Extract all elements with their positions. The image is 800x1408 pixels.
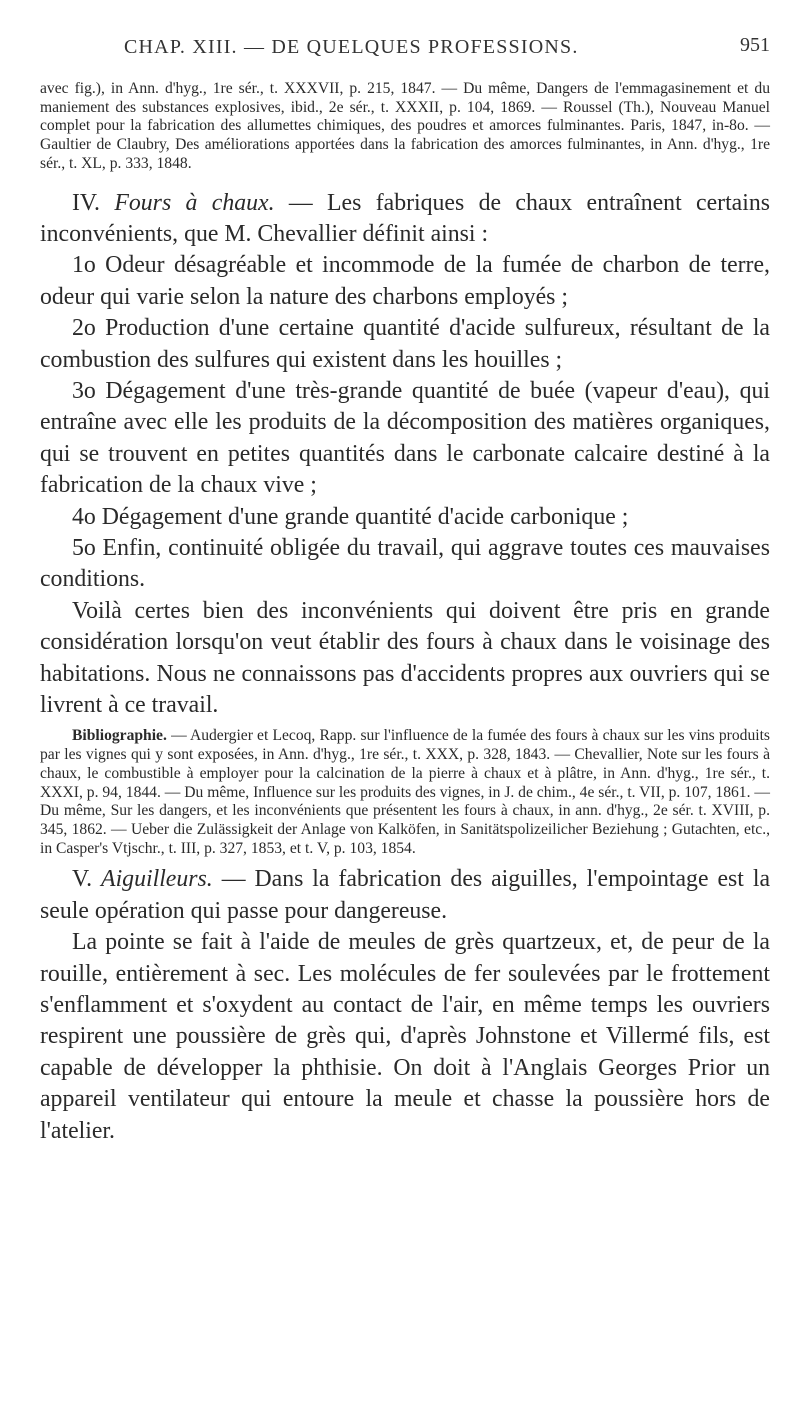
section-v-number: V. xyxy=(72,866,93,893)
section-v-title: Aiguilleurs. xyxy=(101,866,213,893)
section-iv-title: Fours à chaux. xyxy=(114,189,275,216)
section-v-paragraph: La pointe se fait à l'aide de meules de grès quartzeux, et, de peur de la rouille, entièrement à sec. Les molécules de fer soulevées par le frottement s'enflamment et s'oxydent au contact de l'air, en même temps les ouvriers respirent une poussière de grès qui, d'après Johnstone et Villermé fils, est capable de développer la phthisie. On doit à l'Anglais Georges Prior un appareil ventilateur qui entoure la meule et chasse la poussière hors de l'atelier. xyxy=(40,929,770,1144)
section-iv-intro-text: — Les fabriques de chaux entraînent certains inconvénients, que M. Chevallier définit ainsi : xyxy=(40,189,771,247)
section-iv-number: IV. xyxy=(72,189,100,216)
list-item: 4o Dégagement d'une grande quantité d'acide carbonique ; xyxy=(72,503,629,530)
bibliography xyxy=(40,727,770,858)
list-item: 3o Dégagement d'une très-grande quantité de buée (vapeur d'eau), qui entraîne avec elle les produits de la décomposition des matières organiques, qui se trouvent en petites quantités dans le carbonate calcaire destiné à la fabrication de la chaux vive ; xyxy=(40,377,770,499)
list-item: 1o Odeur désagréable et incommode de la fumée de charbon de terre, odeur qui varie selon la nature des charbons employés ; xyxy=(40,252,770,310)
bibliography-text: — Audergier et Lecoq, Rapp. sur l'influence de la fumée des fours à chaux sur les vins produits par les vignes qui y sont exposées, in Ann. d'hyg., 1re sér., t. XXX, p. 328, 1843. — Chevallier, Note sur les fours à chaux, le combustible à employer pour la calcination de la pierre à chaux et à plâtre, in Ann. d'hyg., 1re sér., t. XXXI, p. 94, 1844. — Du même, Influence sur les produits des vignes, in J. de chim., 4e sér., t. VII, p. 107, 1861. — Du même, Sur les dangers, et les inconvénients que présentent les fours à chaux, in ann. d'hyg., 2e sér. t. XVIII, p. 345, 1862. — Ueber die Zulässigkeit der Anlage von Kalköfen, in Sanitätspolizeilicher Beziehung ; Gutachten, etc., in Casper's Vtjschr., t. III, p. 327, 1853, et t. V, p. 103, 1854. xyxy=(40,727,770,857)
bibliography-label: Bibliographie. xyxy=(72,727,167,745)
running-title: CHAP. XIII. — DE QUELQUES PROFESSIONS. xyxy=(124,36,579,58)
list-item: 5o Enfin, continuité obligée du travail, qui aggrave toutes ces mauvaises conditions. xyxy=(40,534,770,593)
book-page xyxy=(40,0,770,1147)
page-number: 951 xyxy=(740,34,770,56)
section-iv-conclusion: Voilà certes bien des inconvénients qui doivent être pris en grande considération lorsqu'on veut établir des fours à chaux dans le voisinage des habitations. Nous ne connaissons pas d'accidents propres aux ouvriers qui se livrent à ce travail. xyxy=(40,597,770,719)
section-iv-intro xyxy=(40,188,770,251)
running-header xyxy=(40,28,770,80)
references-continued: avec fig.), in Ann. d'hyg., 1re sér., t. XXXVII, p. 215, 1847. — Du même, Dangers de l'emmagasinement et du maniement des substances explosives, ibid., 2e sér., t. XXXII, p. 104, 1869. — Roussel (Th.), Nouveau Manuel complet pour la fabrication des allumettes chimiques, des poudres et amorces fulminantes. Paris, 1847, in-8o. — Gaultier de Claubry, Des améliorations apportées dans la fabrication des amorces fulminantes, in Ann. d'hyg., 1re sér., t. XL, p. 333, 1848. xyxy=(40,80,770,172)
section-v-intro xyxy=(40,864,770,927)
section-v-intro-text: — Dans la fabrication des aiguilles, l'empointage est la seule opération qui passe pour dangereuse. xyxy=(40,866,771,924)
list-item: 2o Production d'une certaine quantité d'acide sulfureux, résultant de la combustion des sulfures qui existent dans les houilles ; xyxy=(40,315,770,373)
